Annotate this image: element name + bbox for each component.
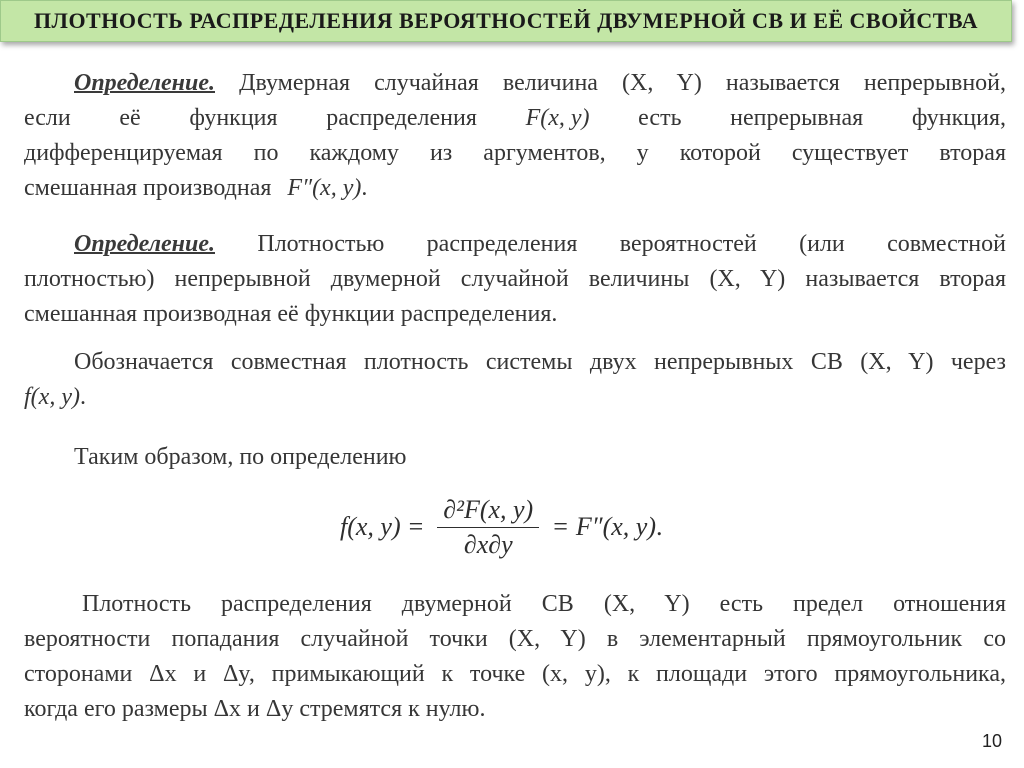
joint-density-formula: f(x, y) [24, 384, 80, 410]
mixed-derivative-formula: F″(x, y) [287, 175, 362, 201]
intro-paragraph [24, 440, 1006, 475]
definition-1-word: непрерывная [730, 105, 864, 131]
definition-1-line-1 [24, 66, 1006, 101]
limit-definition-paragraph [24, 587, 1006, 727]
definition-1-word: распределения [326, 105, 477, 131]
definition-2-line-3: смешанная производная её функции распределения. [24, 301, 558, 327]
density-definition-formula [340, 494, 663, 559]
definition-2-label: Определение. [74, 231, 215, 257]
definition-1-text-4: смешанная производная [24, 175, 272, 201]
definition-1-word: её [119, 105, 141, 131]
formula-rhs: F″(x, y) [575, 512, 656, 541]
definition-1-line-2 [24, 101, 1006, 136]
limit-definition-line-3: сторонами Δx и Δy, примыкающий к точке (x, y), к площади этого прямоугольника, [24, 661, 1006, 687]
definition-1-text-1: Двумерная случайная величина (X, Y) называется непрерывной, [239, 70, 1007, 96]
notation-paragraph [24, 345, 1006, 415]
definition-1-word: есть [638, 105, 682, 131]
definition-2-paragraph [24, 227, 1006, 332]
definition-2-text-1: Плотностью распределения вероятностей (или совместной [257, 231, 1006, 257]
distribution-function-formula: F(x, y) [525, 105, 590, 131]
definition-1-word: функция, [911, 105, 1006, 131]
fraction-denominator: ∂x∂y [463, 529, 513, 559]
definition-1-label: Определение. [74, 70, 215, 96]
page-number: 10 [981, 731, 1002, 751]
definition-1-word: функция [189, 105, 278, 131]
equals-sign: = [553, 512, 568, 541]
definition-2-line-1 [24, 227, 1006, 262]
slide-title-bar [0, 0, 1012, 42]
definition-1-word: если [24, 105, 71, 131]
limit-definition-line-2: вероятности попадания случайной точки (X, Y) в элементарный прямоугольник со [24, 626, 1006, 652]
slide-title: ПЛОТНОСТЬ РАСПРЕДЕЛЕНИЯ ВЕРОЯТНОСТЕЙ ДВУМЕРНОЙ СВ И ЕЁ СВОЙСТВА [33, 8, 979, 33]
definition-1-line-4: смешанная производная F″(x, y). [24, 175, 368, 201]
notation-line-1: Обозначается совместная плотность системы двух непрерывных СВ (X, Y) через [74, 349, 1006, 375]
limit-definition-line-4: когда его размеры Δx и Δy стремятся к нулю. [24, 696, 486, 722]
definition-1-paragraph [24, 66, 1006, 206]
definition-1-line-3: дифференцируемая по каждому из аргументов, у которой существует вторая [24, 140, 1006, 166]
definition-2-line-2: плотностью) непрерывной двумерной случайной величины (X, Y) называется вторая [24, 266, 1006, 292]
partial-derivative-fraction [437, 495, 539, 560]
formula-lhs: f(x, y) [340, 512, 401, 541]
intro-text: Таким образом, по определению [74, 444, 407, 470]
notation-line-2: f(x, y). [24, 384, 86, 410]
formula-period: . [656, 512, 663, 541]
equals-sign: = [408, 512, 424, 541]
fraction-numerator: ∂²F(x, y) [437, 495, 539, 528]
limit-definition-line-1: Плотность распределения двумерной СВ (X, Y) есть предел отношения [82, 591, 1006, 617]
